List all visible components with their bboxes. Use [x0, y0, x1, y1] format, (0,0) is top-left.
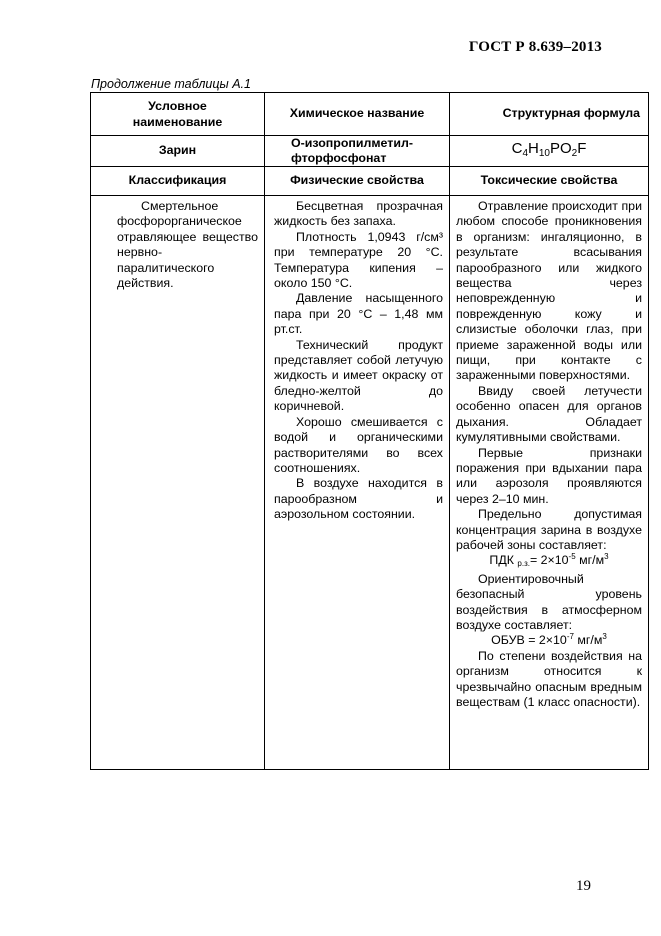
properties-row [91, 196, 649, 770]
chemical-name-line-2: фторфосфонат [291, 151, 387, 165]
pdk-label: ПДК [489, 553, 514, 568]
formula-subscript: 4 [522, 147, 528, 159]
obuv-formula [456, 633, 642, 648]
formula-part: C [511, 139, 523, 157]
page-number: 19 [576, 878, 591, 894]
toxic-paragraph: Ориентировочный безопасный уровень воздействия в атмосферном воздухе составляет: [456, 571, 642, 632]
toxic-paragraph: Ввиду своей летучести особенно опасен для органов дыхания. Обладает кумулятивными свойствами. [456, 383, 642, 445]
substance-row [91, 136, 649, 167]
formula-subscript: 2 [571, 147, 578, 159]
physical-paragraph: Технический продукт представляет собой летучую жидкость и имеет окраску от бледно-желтой до коричневой. [274, 337, 443, 414]
formula-part: F [577, 139, 587, 157]
section-header-row [91, 167, 649, 196]
pdk-value: = 2×10 [529, 553, 569, 568]
physical-paragraph: Бесцветная прозрачная жидкость без запаха. [274, 199, 443, 229]
header-chemical-name: Химическое название [265, 93, 450, 136]
classification-text: Смертельное фосфорорганическое отравляющее вещество нервно-паралитического действия. [117, 199, 258, 291]
obuv-unit-exponent: 3 [602, 632, 607, 642]
header-toxic: Токсические свойства [450, 167, 649, 196]
document-code: ГОСТ Р 8.639–2013 [468, 39, 602, 55]
toxic-cell [450, 196, 649, 770]
physical-paragraph: Давление насыщенного пара при 20 °С – 1,48 мм рт.ст. [274, 291, 443, 337]
physical-paragraph: В воздухе находится в парообразном и аэрозольном состоянии. [274, 476, 443, 522]
substance-name: Зарин [91, 136, 265, 167]
header-physical: Физические свойства [265, 167, 450, 196]
formula-part: H [528, 139, 539, 157]
physical-cell [265, 196, 450, 770]
structural-formula [450, 136, 649, 167]
chemical-name [265, 136, 450, 167]
obuv-label: ОБУВ [491, 633, 525, 648]
formula-part: PO [549, 139, 572, 157]
pdk-formula [456, 553, 642, 571]
formula-subscript: 10 [538, 147, 550, 159]
table-header-row [91, 93, 649, 136]
toxic-paragraph: Первые признаки поражения при вдыхании пара или аэрозоля проявляются через 2–10 мин. [456, 445, 642, 506]
pdk-subscript: р.з. [517, 559, 530, 569]
obuv-value: = 2×10 [524, 633, 567, 648]
pdk-unit: мг/м [575, 553, 605, 568]
toxic-paragraph: Отравление происходит при любом способе проникновения в организм: ингаляционно, в результате всасывания парообразного или жидкого вещества через неповрежденную и поврежденную кожу и слизистые оболочки глаз, при приеме зараженной воды или пищи, при контакте с зараженными поверхностями. [456, 199, 642, 383]
header-classification: Классификация [91, 167, 265, 196]
physical-paragraph: Плотность 1,0943 г/см³ при температуре 20 °С. Температура кипения – около 150 °С. [274, 229, 443, 291]
obuv-unit: мг/м [573, 633, 603, 648]
classification-cell [91, 196, 265, 770]
substance-table [90, 92, 649, 770]
physical-paragraph: Хорошо смешивается с водой и органическими растворителями во всех соотношениях. [274, 414, 443, 475]
pdk-unit-exponent: 3 [604, 552, 609, 562]
header-formula: Структурная формула [450, 93, 649, 136]
table-caption: Продолжение таблицы А.1 [91, 77, 251, 91]
obuv-exponent: -7 [566, 632, 574, 642]
header-name: Условное наименование [91, 93, 265, 136]
toxic-paragraph: По степени воздействия на организм относится к чрезвычайно опасным вредным веществам (1 класс опасности). [456, 648, 642, 709]
toxic-paragraph: Предельно допустимая концентрация зарина в воздухе рабочей зоны составляет: [456, 507, 642, 552]
chemical-name-line-1: О-изопропилметил- [291, 136, 413, 150]
pdk-exponent: -5 [568, 552, 576, 562]
